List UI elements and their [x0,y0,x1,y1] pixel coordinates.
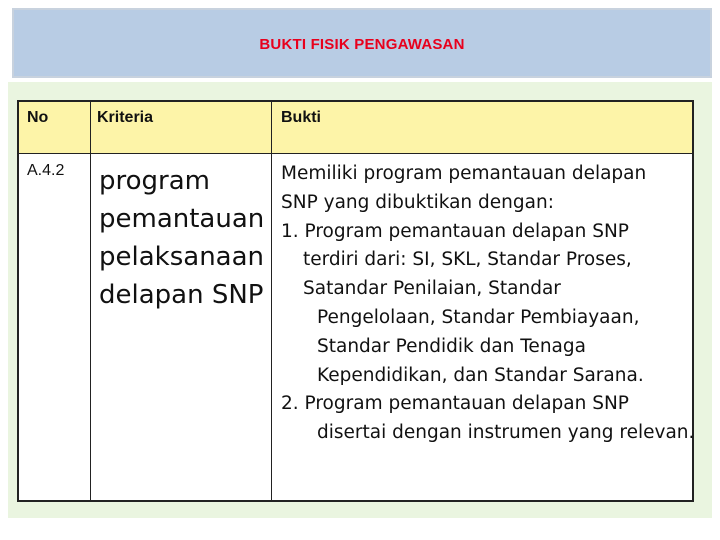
table-header-row [19,102,692,154]
header-kriteria: Kriteria [97,109,154,126]
header-no: No [27,109,49,126]
bukti-line: Pengelolaan, Standar Pembiayaan, [317,306,640,328]
kriteria-line: pelaksanaan [99,242,265,272]
kriteria-line: program [99,166,210,196]
bukti-line: Standar Pendidik dan Tenaga [317,335,586,357]
kriteria-cell [99,162,269,314]
bukti-list-item: 2. Program pemantauan delapan SNP [281,393,629,415]
row-number: A.4.2 [27,162,65,179]
bukti-cell [281,160,696,448]
column-divider [90,102,91,500]
kriteria-line: delapan SNP [99,280,264,310]
evidence-table [17,100,694,502]
column-divider [271,102,272,500]
header-bukti: Bukti [281,109,321,126]
title-banner [12,8,712,78]
bukti-line: Kependidikan, dan Standar Sarana. [317,364,644,386]
bukti-line: SNP yang dibuktikan dengan: [281,191,554,213]
bukti-line: Satandar Penilaian, Standar [303,278,561,300]
bukti-line: terdiri dari: SI, SKL, Standar Proses, [303,249,632,271]
bukti-line: Memiliki program pemantauan delapan [281,163,647,184]
bukti-list-item: 1. Program pemantauan delapan SNP [281,220,629,242]
bukti-line: disertai dengan instrumen yang relevan. [317,422,695,444]
page-title: BUKTI FISIK PENGAWASAN [259,36,465,53]
kriteria-line: pemantauan [99,204,265,234]
